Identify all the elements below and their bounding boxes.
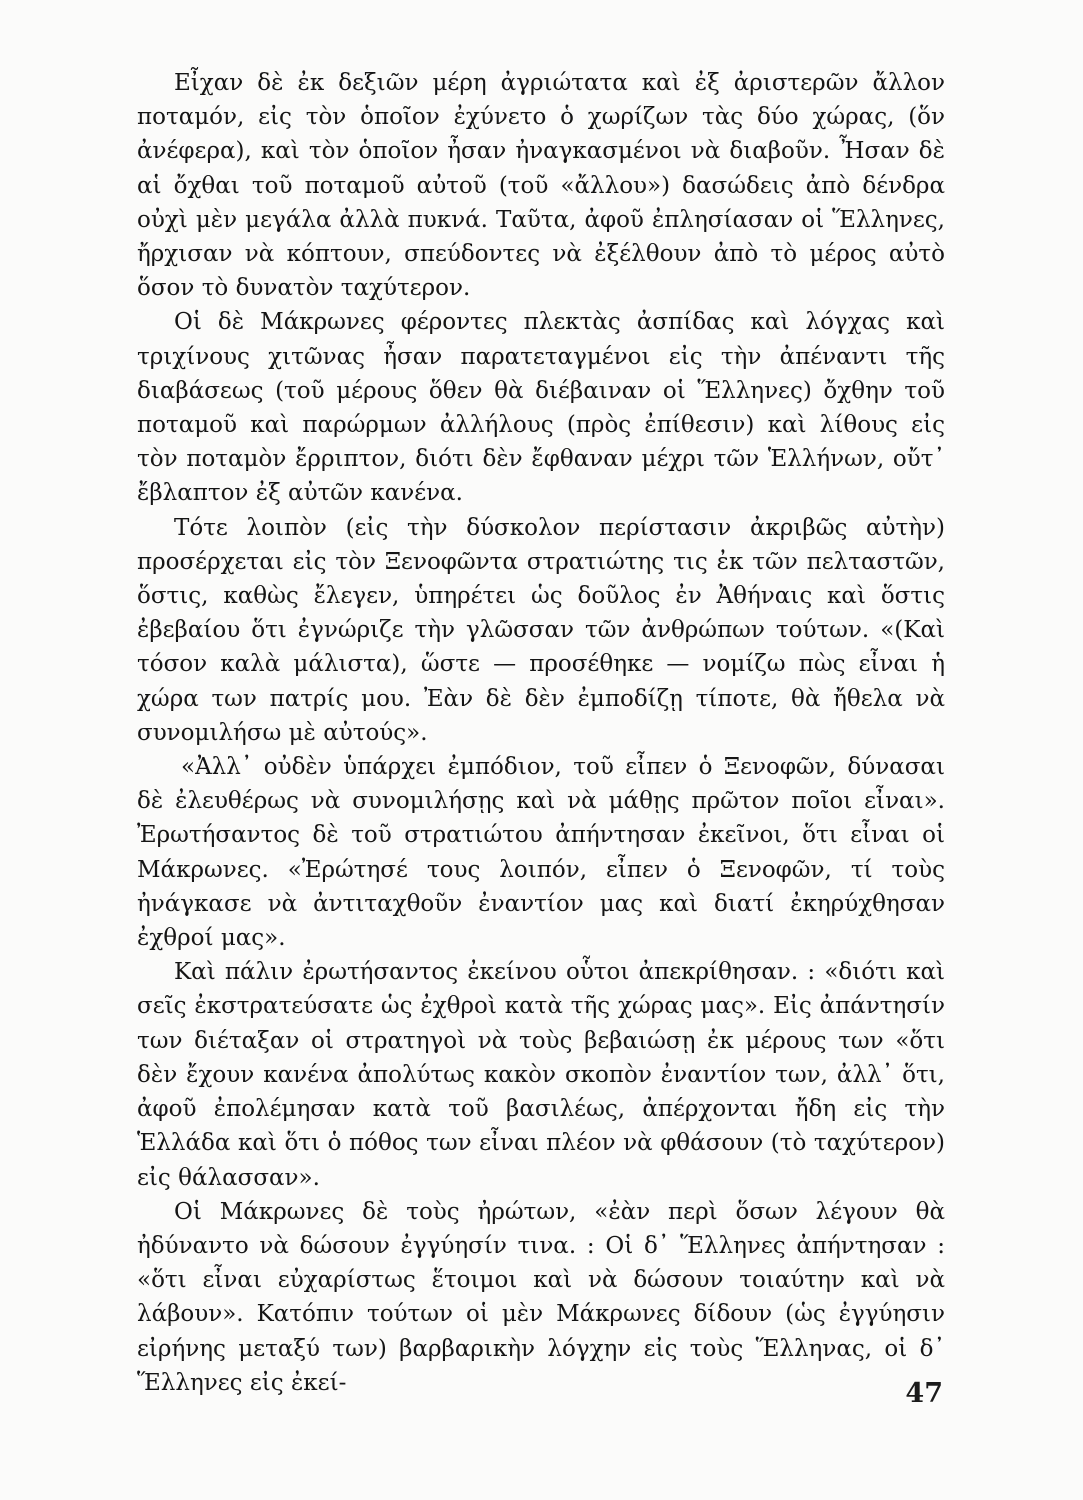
- paragraph-5: Καὶ πάλιν ἐρωτήσαντος ἐκείνου οὗτοι ἀπεκρίθησαν. : «διότι καὶ σεῖς ἐκστρατεύσατε ὡς ἐχθροὶ κατὰ τῆς χώρας μας». Εἰς ἀπάντησίν των διέταξαν οἱ στρατηγοὶ νὰ τοὺς βεβαιώσῃ ἐκ μέρους των «ὅτι δὲν ἔχουν κανένα ἀπολύτως κακὸν σκοπὸν ἐναντίον των, ἀλλ᾽ ὅτι, ἀφοῦ ἐπολέμησαν κατὰ τοῦ βασιλέως, ἀπέρχονται ἤδη εἰς τὴν Ἑλλάδα καὶ ὅτι ὁ πόθος των εἶναι πλέον νὰ φθάσουν (τὸ ταχύτερον) εἰς θάλασσαν».: [137, 959, 945, 1191]
- paragraph-4: «Ἀλλ᾽ οὐδὲν ὑπάρχει ἐμπόδιον, τοῦ εἶπεν ὁ Ξενοφῶν, δύνασαι δὲ ἐλευθέρως νὰ συνομιλήσῃς καὶ νὰ μάθῃς πρῶτον ποῖοι εἶναι». Ἐρωτήσαντος δὲ τοῦ στρατιώτου ἀπήντησαν ἐκεῖνοι, ὅτι εἶναι οἱ Μάκρωνες. «Ἐρώτησέ τους λοιπόν, εἶπεν ὁ Ξενοφῶν, τί τοὺς ἠνάγκασε νὰ ἀντιταχθοῦν ἐναντίον μας καὶ διατί ἐκηρύχθησαν ἐχθροί μας».: [137, 754, 945, 952]
- page-number: 47: [905, 1378, 943, 1409]
- paragraph-1: Εἶχαν δὲ ἐκ δεξιῶν μέρη ἀγριώτατα καὶ ἐξ ἀριστερῶν ἄλλον ποταμόν, εἰς τὸν ὁποῖον ἐχύνετο ὁ χωρίζων τὰς δύο χώρας, (ὅν ἀνέφερα), καὶ τὸν ὁποῖον ἦσαν ἠναγκασμένοι νὰ διαβοῦν. Ἦσαν δὲ αἱ ὄχθαι τοῦ ποταμοῦ αὐτοῦ (τοῦ «ἄλλου») δασώδεις ἀπὸ δένδρα οὐχὶ μὲν μεγάλα ἀλλὰ πυκνά. Ταῦτα, ἀφοῦ ἐπλησίασαν οἱ Ἕλληνες, ἤρχισαν νὰ κόπτουν, σπεύδοντες νὰ ἐξέλθουν ἀπὸ τὸ μέρος αὐτὸ ὅσον τὸ δυνατὸν ταχύτερον.: [137, 70, 945, 302]
- paragraph-6: Οἱ Μάκρωνες δὲ τοὺς ἠρώτων, «ἐὰν περὶ ὅσων λέγουν θὰ ἠδύναντο νὰ δώσουν ἐγγύησίν τινα. : Οἱ δ᾽ Ἕλληνες ἀπήντησαν : «ὅτι εἶναι εὐχαρίστως ἕτοιμοι καὶ νὰ δώσουν τοιαύτην καὶ νὰ λάβουν». Κατόπιν τούτων οἱ μὲν Μάκρωνες δίδουν (ὡς ἐγγύησιν εἰρήνης μεταξύ των) βαρβαρικὴν λόγχην εἰς τοὺς Ἕλληνας, οἱ δ᾽ Ἕλληνες εἰς ἐκεί-: [137, 1198, 945, 1396]
- body-text: [137, 66, 945, 1400]
- paragraph-2: Οἱ δὲ Μάκρωνες φέροντες πλεκτὰς ἀσπίδας καὶ λόγχας καὶ τριχίνους χιτῶνας ἦσαν παρατεταγμένοι εἰς τὴν ἀπέναντι τῆς διαβάσεως (τοῦ μέρους ὅθεν θὰ διέβαιναν οἱ Ἕλληνες) ὄχθην τοῦ ποταμοῦ καὶ παρώρμων ἀλλήλους (πρὸς ἐπίθεσιν) καὶ λίθους εἰς τὸν ποταμὸν ἔρριπτον, διότι δὲν ἔφθαναν μέχρι τῶν Ἑλλήνων, οὔτ᾽ ἔβλαπτον ἐξ αὐτῶν κανένα.: [137, 309, 945, 507]
- paragraph-3: Τότε λοιπὸν (εἰς τὴν δύσκολον περίστασιν ἀκριβῶς αὐτὴν) προσέρχεται εἰς τὸν Ξενοφῶντα στρατιώτης τις ἐκ τῶν πελταστῶν, ὅστις, καθὼς ἔλεγεν, ὑπηρέτει ὡς δοῦλος ἐν Ἀθήναις καὶ ὅστις ἐβεβαίου ὅτι ἐγνώριζε τὴν γλῶσσαν τῶν ἀνθρώπων τούτων. «(Καὶ τόσον καλὰ μάλιστα), ὥστε — προσέθηκε — νομίζω πὼς εἶναι ἡ χώρα των πατρίς μου. Ἐὰν δὲ δὲν ἐμποδίζῃ τίποτε, θὰ ἤθελα νὰ συνομιλήσω μὲ αὐτούς».: [137, 514, 945, 746]
